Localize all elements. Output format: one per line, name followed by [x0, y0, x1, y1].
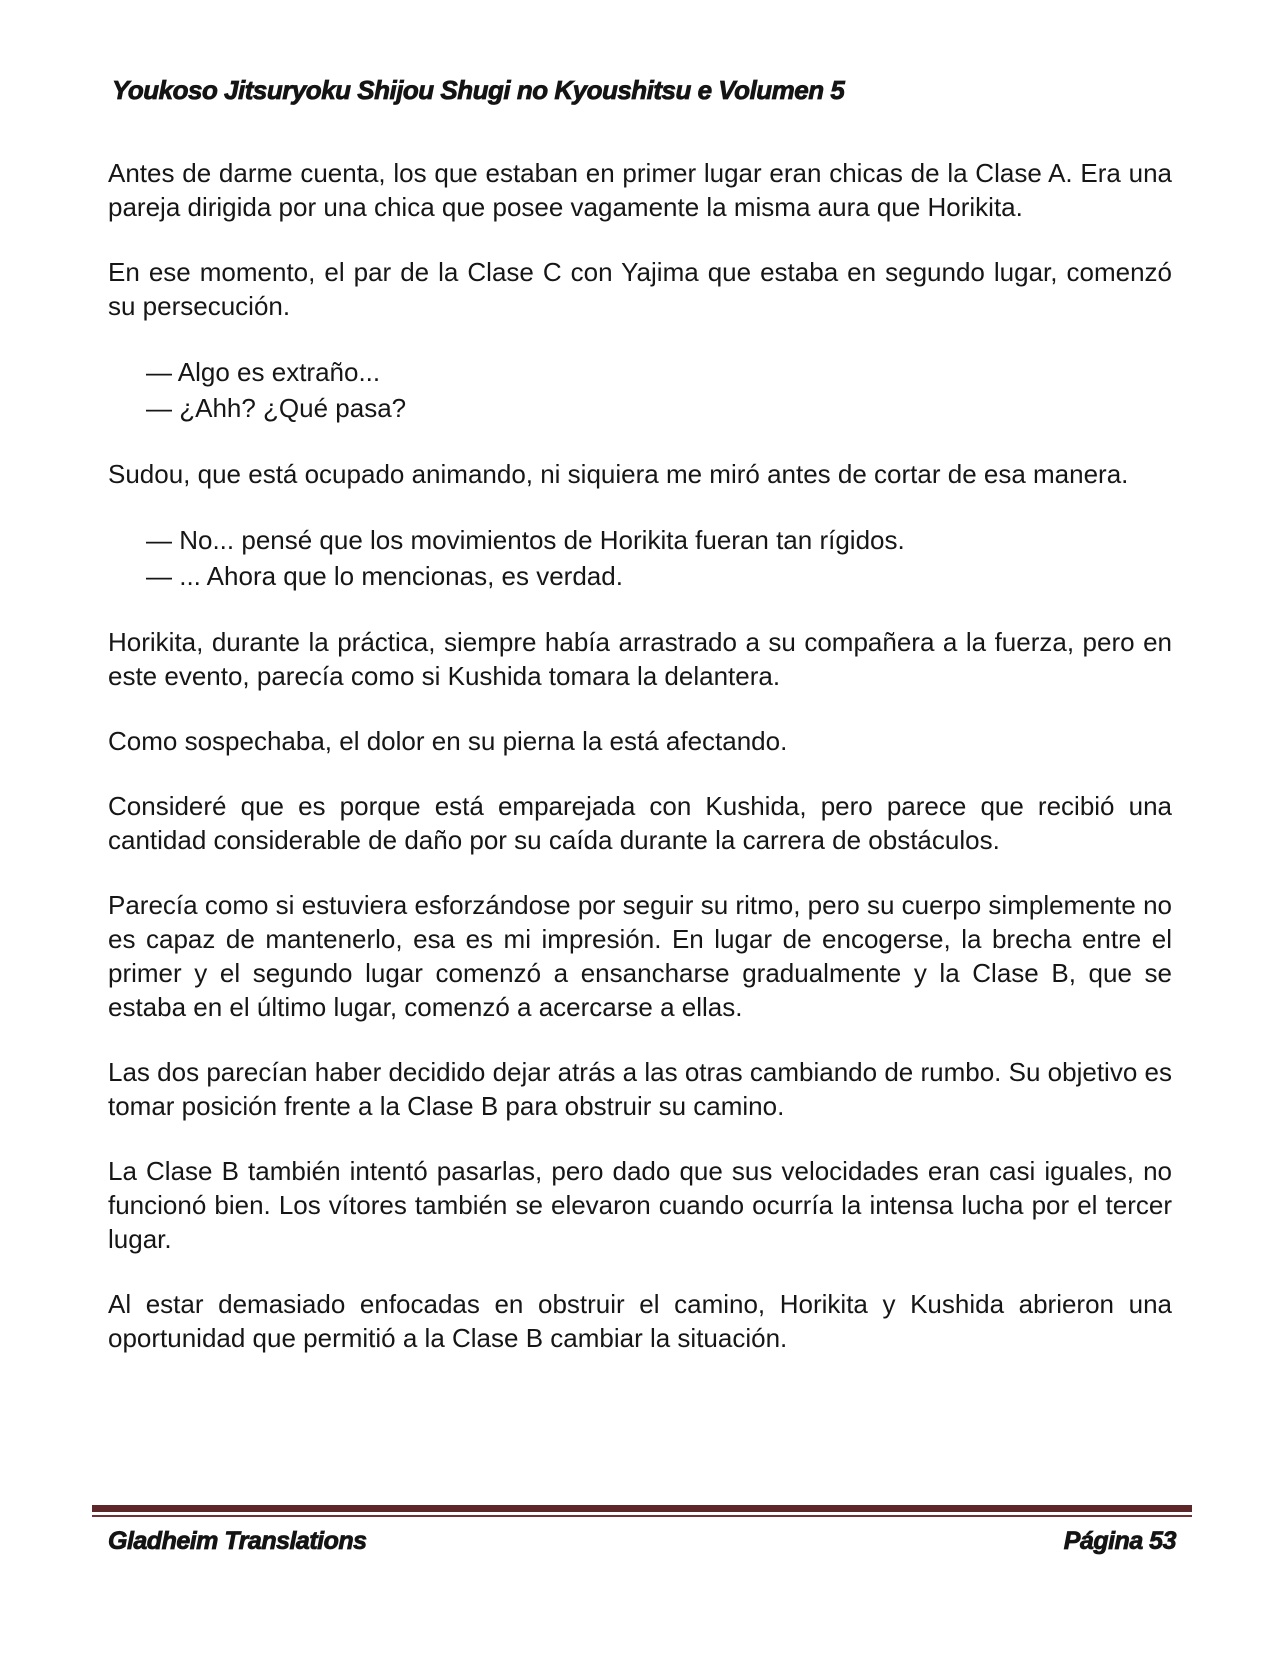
- page-header: [0, 0, 1280, 106]
- paragraph-10: Al estar demasiado enfocadas en obstruir el camino, Horikita y Kushida abrieron una oportunidad que permitió a la Clase B cambiar la situación.: [108, 1289, 1172, 1353]
- paragraph-9: La Clase B también intentó pasarlas, pero dado que sus velocidades eran casi iguales, no funcionó bien. Los vítores también se elevaron cuando ocurría la intensa lucha por el tercer lugar.: [108, 1156, 1172, 1254]
- page-body: [0, 106, 1280, 1355]
- paragraph-7: Parecía como si estuviera esforzándose por seguir su ritmo, pero su cuerpo simplemente no es capaz de mantenerlo, esa es mi impresión. En lugar de encogerse, la brecha entre el primer y el segundo lugar comenzó a ensancharse gradualmente y la Clase B, que se estaba en el último lugar, comenzó a acercarse a ellas.: [108, 890, 1172, 1022]
- dialogue-line: — Algo es extraño...: [146, 357, 381, 387]
- paragraph-2: En ese momento, el par de la Clase C con Yajima que estaba en segundo lugar, comenzó su persecución.: [108, 257, 1172, 321]
- page-footer: [92, 1505, 1192, 1556]
- book-title: Youkoso Jitsuryoku Shijou Shugi no Kyoushitsu e Volumen 5: [112, 75, 845, 105]
- paragraph-1: Antes de darme cuenta, los que estaban en primer lugar eran chicas de la Clase A. Era una pareja dirigida por una chica que posee vagamente la misma aura que Horikita.: [108, 158, 1172, 222]
- paragraph-8: Las dos parecían haber decidido dejar atrás a las otras cambiando de rumbo. Su objetivo es tomar posición frente a la Clase B para obstruir su camino.: [108, 1057, 1172, 1121]
- paragraph-6: Consideré que es porque está emparejada con Kushida, pero parece que recibió una cantidad considerable de daño por su caída durante la carrera de obstáculos.: [108, 791, 1172, 855]
- footer-rule-thick: [92, 1505, 1192, 1512]
- footer-rule-thin: [92, 1515, 1192, 1517]
- footer-text-row: [92, 1527, 1192, 1556]
- dialogue-line: — ¿Ahh? ¿Qué pasa?: [146, 393, 407, 423]
- dialogue-line: — ... Ahora que lo mencionas, es verdad.: [146, 561, 623, 591]
- paragraph-3: Sudou, que está ocupado animando, ni siquiera me miró antes de cortar de esa manera.: [108, 459, 1129, 489]
- paragraph-4: Horikita, durante la práctica, siempre había arrastrado a su compañera a la fuerza, pero en este evento, parecía como si Kushida tomara la delantera.: [108, 627, 1172, 691]
- dialogue-block-1: [108, 354, 1172, 426]
- dialogue-line: — No... pensé que los movimientos de Horikita fueran tan rígidos.: [146, 525, 905, 555]
- dialogue-block-2: [108, 522, 1172, 594]
- translator-credit: Gladheim Translations: [108, 1527, 367, 1555]
- page-number: Página 53: [1063, 1527, 1176, 1555]
- paragraph-5: Como sospechaba, el dolor en su pierna la está afectando.: [108, 726, 788, 756]
